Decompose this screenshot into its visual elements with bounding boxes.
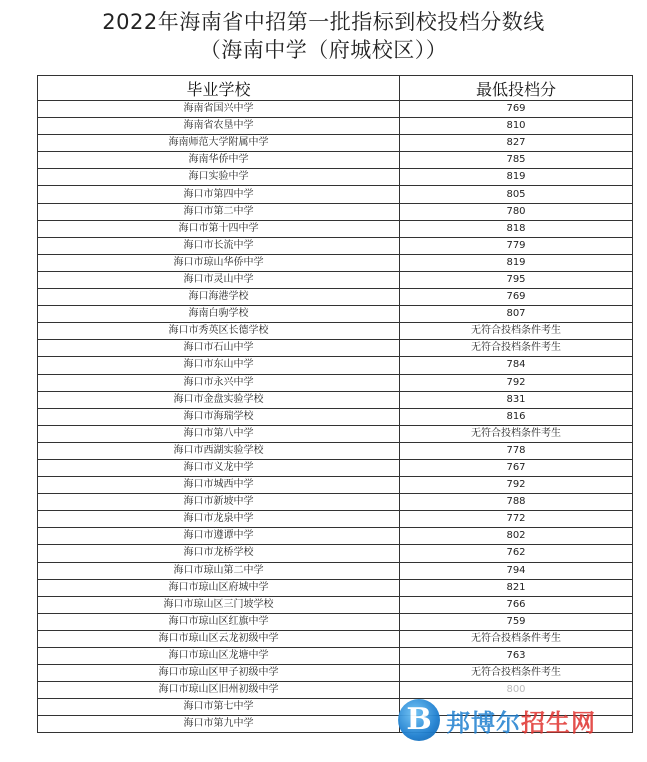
school-cell: 海口市灵山中学 <box>38 271 400 288</box>
table-row <box>38 271 633 288</box>
school-cell: 海口海港学校 <box>38 289 400 306</box>
school-cell: 海南华侨中学 <box>38 152 400 169</box>
site-name <box>446 703 596 738</box>
table-row <box>38 237 633 254</box>
score-cell: 769 <box>400 101 633 118</box>
score-cell: 780 <box>400 203 633 220</box>
school-cell: 海南省国兴中学 <box>38 101 400 118</box>
table-row <box>38 186 633 203</box>
school-cell: 海口市秀英区长德学校 <box>38 323 400 340</box>
score-cell: 802 <box>400 528 633 545</box>
score-cell: 772 <box>400 511 633 528</box>
table-row <box>38 169 633 186</box>
school-cell: 海口市第四中学 <box>38 186 400 203</box>
school-cell: 海口市琼山区龙塘中学 <box>38 648 400 665</box>
table-row <box>38 408 633 425</box>
score-cell: 无符合投档条件考生 <box>400 425 633 442</box>
score-cell: 795 <box>400 271 633 288</box>
score-cell: 794 <box>400 562 633 579</box>
table-row <box>38 511 633 528</box>
site-watermark <box>398 698 638 742</box>
school-cell: 海口市龙桥学校 <box>38 545 400 562</box>
score-cell: 805 <box>400 186 633 203</box>
school-cell: 海口市西湖实验学校 <box>38 442 400 459</box>
school-cell: 海口市石山中学 <box>38 340 400 357</box>
score-cell: 819 <box>400 169 633 186</box>
score-cell: 无符合投档条件考生 <box>400 630 633 647</box>
table-row <box>38 391 633 408</box>
school-cell: 海口市琼山华侨中学 <box>38 254 400 271</box>
school-cell: 海口市琼山区红旗中学 <box>38 613 400 630</box>
table-row <box>38 340 633 357</box>
school-cell: 海南白驹学校 <box>38 306 400 323</box>
score-cell: 827 <box>400 135 633 152</box>
table-row <box>38 682 633 699</box>
score-table <box>37 75 633 733</box>
table-row <box>38 442 633 459</box>
school-cell: 海口市长流中学 <box>38 237 400 254</box>
school-cell: 海南省农垦中学 <box>38 118 400 135</box>
school-cell: 海口市琼山区云龙初级中学 <box>38 630 400 647</box>
table-row <box>38 152 633 169</box>
page-title: 2022年海南省中招第一批指标到校投档分数线 <box>102 10 545 34</box>
table-body <box>38 101 633 733</box>
table-row <box>38 374 633 391</box>
school-cell: 海口市城西中学 <box>38 477 400 494</box>
table-row <box>38 613 633 630</box>
score-cell: 792 <box>400 374 633 391</box>
table-row <box>38 118 633 135</box>
score-cell: 无符合投档条件考生 <box>400 323 633 340</box>
score-cell: 778 <box>400 442 633 459</box>
score-cell: 759 <box>400 613 633 630</box>
table-row <box>38 101 633 118</box>
site-name-blue: 邦博尔 <box>446 708 521 737</box>
table-row <box>38 459 633 476</box>
score-cell: 792 <box>400 477 633 494</box>
school-cell: 海南师范大学附属中学 <box>38 135 400 152</box>
table-row <box>38 289 633 306</box>
school-cell: 海口市第八中学 <box>38 425 400 442</box>
header-min-score: 最低投档分 <box>400 76 633 101</box>
school-cell: 海口市新坡中学 <box>38 494 400 511</box>
school-cell: 海口市海瑞学校 <box>38 408 400 425</box>
score-cell: 800 <box>400 682 633 699</box>
score-cell: 785 <box>400 152 633 169</box>
table-row <box>38 323 633 340</box>
score-cell: 无符合投档条件考生 <box>400 665 633 682</box>
table-row <box>38 630 633 647</box>
school-cell: 海口市第九中学 <box>38 716 400 733</box>
table-header-row <box>38 76 633 101</box>
school-cell: 海口实验中学 <box>38 169 400 186</box>
header-school: 毕业学校 <box>38 76 400 101</box>
score-cell: 763 <box>400 648 633 665</box>
table-row <box>38 425 633 442</box>
table-row <box>38 203 633 220</box>
score-cell: 779 <box>400 237 633 254</box>
school-cell: 海口市琼山区旧州初级中学 <box>38 682 400 699</box>
score-cell: 818 <box>400 220 633 237</box>
table-row <box>38 220 633 237</box>
score-cell: 无符合投档条件考生 <box>400 340 633 357</box>
school-cell: 海口市琼山区府城中学 <box>38 579 400 596</box>
table-row <box>38 596 633 613</box>
school-cell: 海口市第二中学 <box>38 203 400 220</box>
school-cell: 海口市琼山区三门坡学校 <box>38 596 400 613</box>
table-row <box>38 254 633 271</box>
site-logo-icon: B <box>398 699 440 741</box>
score-cell: 810 <box>400 118 633 135</box>
score-cell: 762 <box>400 545 633 562</box>
school-cell: 海口市第七中学 <box>38 699 400 716</box>
page-subtitle: （海南中学（府城校区）） <box>199 38 448 62</box>
score-cell: 767 <box>400 459 633 476</box>
school-cell: 海口市永兴中学 <box>38 374 400 391</box>
score-cell: 819 <box>400 254 633 271</box>
score-cell: 831 <box>400 391 633 408</box>
school-cell: 海口市琼山第二中学 <box>38 562 400 579</box>
school-cell: 海口市东山中学 <box>38 357 400 374</box>
score-cell: 821 <box>400 579 633 596</box>
school-cell: 海口市金盘实验学校 <box>38 391 400 408</box>
score-cell: 769 <box>400 289 633 306</box>
table-row <box>38 135 633 152</box>
score-cell: 784 <box>400 357 633 374</box>
score-cell: 766 <box>400 596 633 613</box>
school-cell: 海口市义龙中学 <box>38 459 400 476</box>
table-row <box>38 306 633 323</box>
table-row <box>38 477 633 494</box>
table-row <box>38 648 633 665</box>
site-name-red: 招生网 <box>521 708 596 737</box>
score-cell: 788 <box>400 494 633 511</box>
table-row <box>38 562 633 579</box>
table-row <box>38 528 633 545</box>
table-row <box>38 357 633 374</box>
table-row <box>38 579 633 596</box>
school-cell: 海口市琼山区甲子初级中学 <box>38 665 400 682</box>
school-cell: 海口市遵谭中学 <box>38 528 400 545</box>
score-cell: 807 <box>400 306 633 323</box>
table-row <box>38 494 633 511</box>
school-cell: 海口市第十四中学 <box>38 220 400 237</box>
table-row <box>38 665 633 682</box>
school-cell: 海口市龙泉中学 <box>38 511 400 528</box>
table-row <box>38 545 633 562</box>
score-cell: 816 <box>400 408 633 425</box>
